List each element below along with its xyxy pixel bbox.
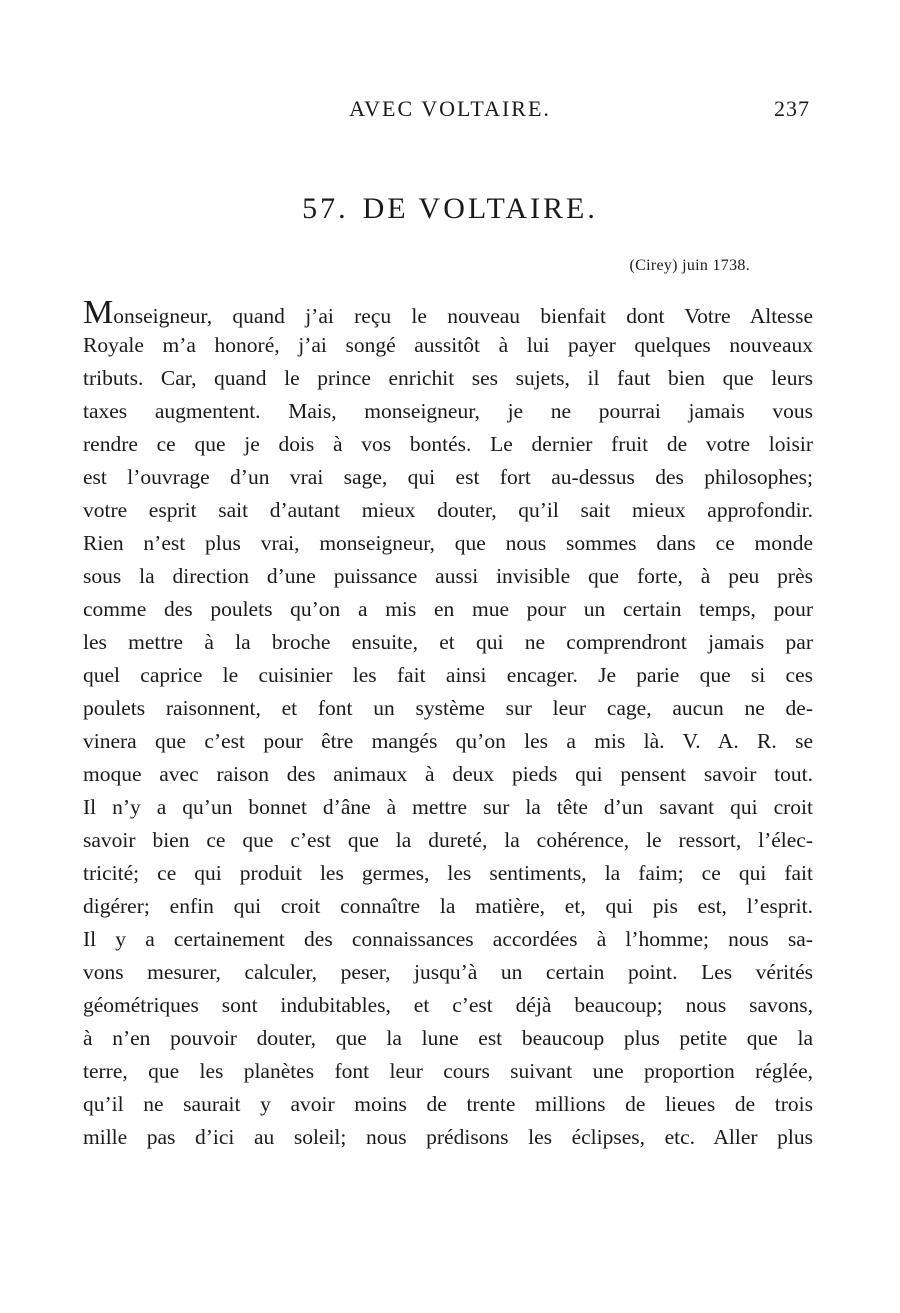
page-number: 237 xyxy=(774,96,810,121)
body-line: vons mesurer, calculer, peser, jusqu’à un certain point. Les vérités xyxy=(83,960,813,984)
body-line: Il y a certainement des connaissances accordées à l’homme; nous sa- xyxy=(83,927,813,951)
letter-heading xyxy=(0,192,900,226)
body-line: comme des poulets qu’on a mis en mue pour un certain temps, pour xyxy=(83,597,813,621)
body-line: sous la direction d’une puissance aussi invisible que forte, à peu près xyxy=(83,564,813,588)
letter-dateline: (Cirey) juin 1738. xyxy=(629,257,750,274)
body-line: digérer; enfin qui croit connaître la matière, et, qui pis est, l’esprit. xyxy=(83,894,813,918)
body-line: poulets raisonnent, et font un système sur leur cage, aucun ne de- xyxy=(83,696,813,720)
body-line: tricité; ce qui produit les germes, les sentiments, la faim; ce qui fait xyxy=(83,861,813,885)
body-line: Il n’y a qu’un bonnet d’âne à mettre sur la tête d’un savant qui croit xyxy=(83,795,813,819)
running-head xyxy=(0,96,900,126)
body-line: est l’ouvrage d’un vrai sage, qui est fort au-dessus des philosophes; xyxy=(83,465,813,489)
body-line: Royale m’a honoré, j’ai songé aussitôt à lui payer quelques nouveaux xyxy=(83,333,813,357)
running-title: AVEC VOLTAIRE. xyxy=(349,96,551,121)
body-line: Rien n’est plus vrai, monseigneur, que nous sommes dans ce monde xyxy=(83,531,813,555)
letter-title: DE VOLTAIRE. xyxy=(362,192,598,225)
body-line: vinera que c’est pour être mangés qu’on les a mis là. V. A. R. se xyxy=(83,729,813,753)
body-line: rendre ce que je dois à vos bontés. Le dernier fruit de votre loisir xyxy=(83,432,813,456)
body-line: géométriques sont indubitables, et c’est déjà beaucoup; nous savons, xyxy=(83,993,813,1017)
body-line: les mettre à la broche ensuite, et qui ne comprendront jamais par xyxy=(83,630,813,654)
body-line: votre esprit sait d’autant mieux douter, qu’il sait mieux approfondir. xyxy=(83,498,813,522)
body-line: qu’il ne saurait y avoir moins de trente millions de lieues de trois xyxy=(83,1092,813,1116)
body-line: mille pas d’ici au soleil; nous prédisons les éclipses, etc. Aller plus xyxy=(83,1125,813,1149)
letter-number: 57. xyxy=(302,192,349,225)
body-line: moque avec raison des animaux à deux pieds qui pensent savoir tout. xyxy=(83,762,813,786)
body-line: à n’en pouvoir douter, que la lune est beaucoup plus petite que la xyxy=(83,1026,813,1050)
body-line: tributs. Car, quand le prince enrichit ses sujets, il faut bien que leurs xyxy=(83,366,813,390)
initial-letter: M xyxy=(83,294,114,331)
body-line: taxes augmentent. Mais, monseigneur, je ne pourrai jamais vous xyxy=(83,399,813,423)
letter-body xyxy=(83,296,813,1154)
body-line: quel caprice le cuisinier les fait ainsi encager. Je parie que si ces xyxy=(83,663,813,687)
body-line: savoir bien ce que c’est que la dureté, la cohérence, le ressort, l’élec- xyxy=(83,828,813,852)
body-line: terre, que les planètes font leur cours suivant une proportion réglée, xyxy=(83,1059,813,1083)
body-line: Monseigneur, quand j’ai reçu le nouveau bienfait dont Votre Altesse xyxy=(83,294,813,331)
